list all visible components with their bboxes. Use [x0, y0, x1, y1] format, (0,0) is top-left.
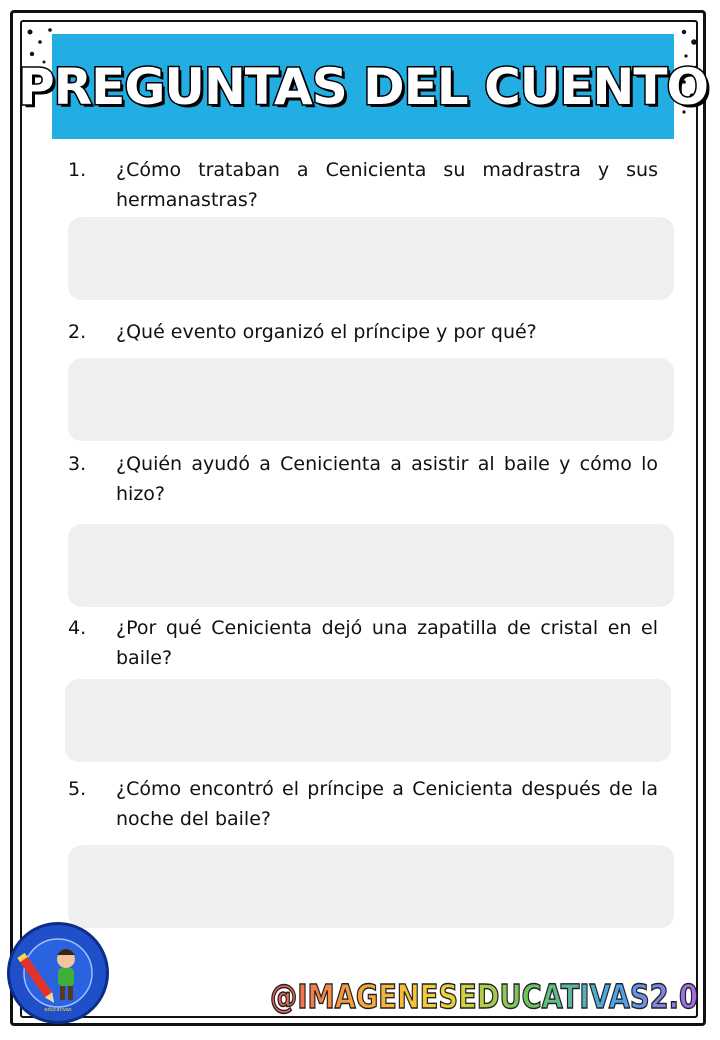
- question-4: [68, 613, 658, 673]
- brand-text: @IMAGENESEDUCATIVAS2.0: [270, 977, 698, 1016]
- question-2: [68, 317, 658, 347]
- answer-box-3[interactable]: [68, 524, 674, 607]
- question-text: ¿Por qué Cenicienta dejó una zapatilla de cristal en el baile?: [116, 617, 658, 669]
- brand-watermark: [270, 968, 702, 1018]
- question-3: [68, 449, 658, 509]
- answer-box-1[interactable]: [68, 217, 674, 300]
- question-1: [68, 155, 658, 215]
- question-5: [68, 774, 658, 834]
- question-text: ¿Quién ayudó a Cenicienta a asistir al baile y cómo lo hizo?: [116, 453, 658, 505]
- question-text: ¿Qué evento organizó el príncipe y por qué?: [116, 321, 537, 343]
- answer-box-5[interactable]: [68, 845, 674, 928]
- page-title: PREGUNTAS DEL CUENTO: [18, 57, 708, 116]
- question-text: ¿Cómo trataban a Cenicienta su madrastra y sus hermanastras?: [116, 159, 658, 211]
- svg-text:educativas: educativas: [44, 1007, 72, 1013]
- question-number: 1.: [68, 159, 87, 181]
- question-number: 3.: [68, 453, 87, 475]
- question-number: 4.: [68, 617, 87, 639]
- logo-illustration: [10, 925, 106, 1021]
- answer-box-4[interactable]: [65, 679, 671, 762]
- question-text: ¿Cómo encontró el príncipe a Cenicienta después de la noche del baile?: [116, 778, 658, 830]
- question-number: 2.: [68, 321, 87, 343]
- answer-box-2[interactable]: [68, 358, 674, 441]
- question-number: 5.: [68, 778, 87, 800]
- author-logo: [7, 922, 109, 1024]
- title-banner: [18, 34, 708, 139]
